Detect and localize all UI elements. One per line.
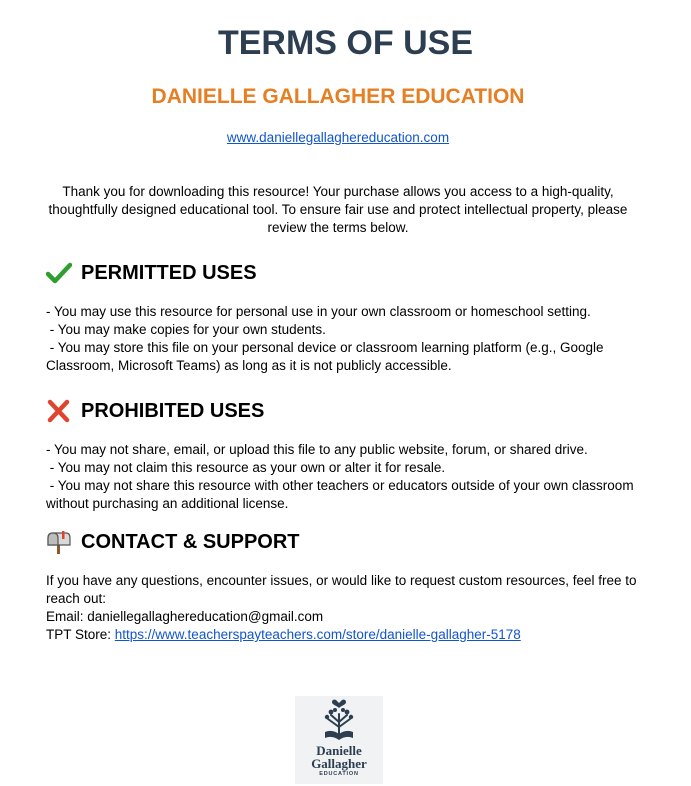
page-title: TERMS OF USE [217, 24, 474, 62]
prohibited-heading-label: PROHIBITED USES [81, 400, 265, 422]
store-label: TPT Store: [46, 627, 115, 642]
contact-heading [46, 529, 300, 555]
logo-line-2: Gallagher [311, 756, 367, 771]
intro-paragraph: Thank you for downloading this resource! Your purchase allows you access to a high-quality, thoughtfully designed educational tool. To ensure fair use and protect intellectual property, please review the terms below. [48, 184, 628, 235]
website-link[interactable]: www.daniellegallaghereducation.com [226, 130, 450, 145]
store-link[interactable]: https://www.teacherspayteachers.com/store/danielle-gallagher-5178 [114, 627, 521, 642]
contact-heading-label: CONTACT & SUPPORT [81, 531, 300, 553]
cross-mark-icon [46, 399, 72, 423]
check-mark-icon [46, 261, 72, 285]
list-item: - You may not claim this resource as your own or alter it for resale. [46, 460, 446, 475]
list-item: - You may store this file on your personal device or classroom learning platform (e.g., Google Classroom, Microsoft Teams) as long as it is not publicly accessible. [46, 340, 608, 373]
list-item: - You may make copies for your own students. [46, 322, 326, 337]
contact-email: Email: daniellegallaghereducation@gmail.com [46, 609, 324, 624]
list-item: - You may use this resource for personal use in your own classroom or homeschool setting. [46, 304, 591, 319]
list-item: - You may not share, email, or upload this file to any public website, forum, or shared drive. [46, 442, 588, 457]
prohibited-heading [46, 398, 264, 424]
contact-body [46, 572, 646, 644]
mailbox-icon [46, 530, 72, 554]
contact-store [46, 626, 646, 644]
website-line [0, 129, 676, 147]
permitted-heading-label: PERMITTED USES [81, 262, 257, 284]
contact-intro: If you have any questions, encounter issues, or would like to request custom resources, feel free to reach out: [46, 573, 641, 606]
list-item: - You may not share this resource with other teachers or educators outside of your own classroom without purchasing an additional license. [46, 478, 638, 511]
brand-logo [295, 696, 383, 784]
brand-subtitle: DANIELLE GALLAGHER EDUCATION [151, 85, 525, 108]
permitted-list [46, 303, 646, 375]
logo-line-3: EDUCATION [319, 771, 359, 777]
logo-line-1: Danielle [316, 743, 362, 758]
prohibited-list [46, 441, 646, 513]
tree-book-icon [295, 696, 383, 744]
permitted-heading [46, 260, 257, 286]
